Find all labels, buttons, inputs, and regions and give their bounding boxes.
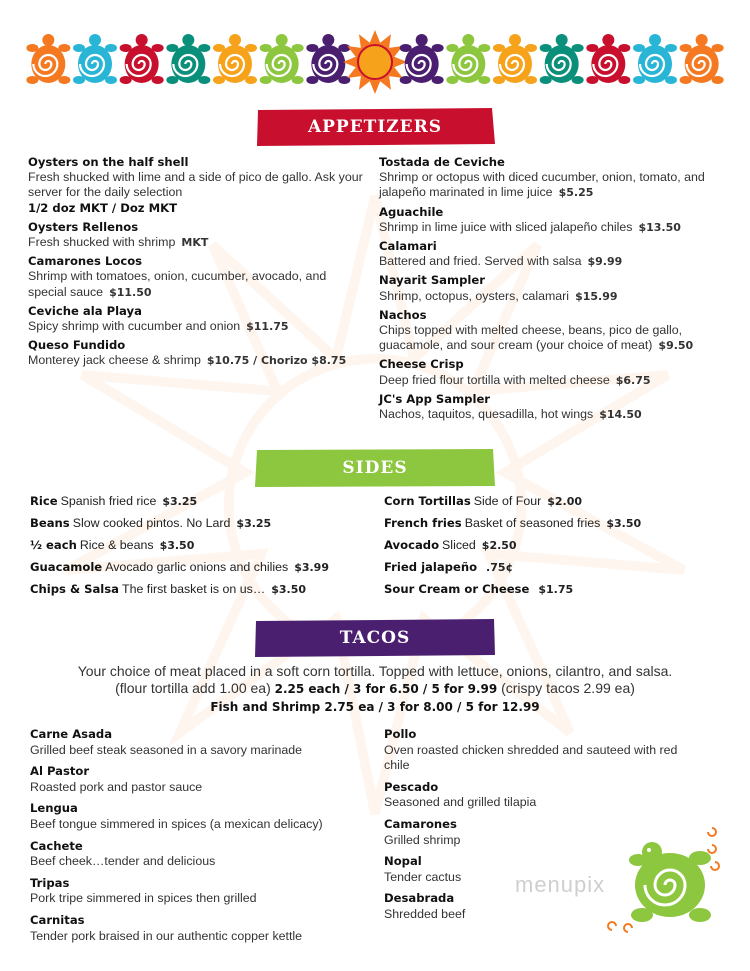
flour-note: (flour tortilla add 1.00 ea) bbox=[115, 680, 271, 696]
item-name: Cachete bbox=[30, 838, 83, 853]
item-desc: Shrimp in lime juice with sliced jalapeño chiles bbox=[379, 219, 633, 234]
item-name: Oysters on the half shell bbox=[28, 155, 189, 169]
item-price: $13.50 bbox=[638, 220, 681, 234]
menu-item bbox=[28, 220, 363, 250]
item-price: $2.50 bbox=[481, 539, 517, 552]
item-desc: Basket of seasoned fries bbox=[464, 516, 601, 530]
tribal-turtle-icon bbox=[306, 34, 350, 84]
item-name: Cheese Crisp bbox=[379, 357, 464, 372]
item-price: 1/2 doz MKT / Doz MKT bbox=[28, 200, 177, 215]
item-name: Nachos bbox=[379, 307, 427, 322]
item-price: $3.25 bbox=[236, 517, 272, 530]
item-name: Lengua bbox=[30, 801, 78, 816]
item-desc: The first basket is on us… bbox=[122, 582, 266, 596]
item-name: Pollo bbox=[384, 727, 417, 741]
item-price: MKT bbox=[181, 236, 209, 250]
item-price: $6.75 bbox=[615, 373, 651, 387]
tacos-title: TACOS bbox=[339, 628, 411, 648]
item-name: Oysters Rellenos bbox=[28, 219, 139, 234]
item-name: Queso Fundido bbox=[28, 338, 126, 353]
sides-right-column bbox=[384, 494, 724, 604]
sides-title: SIDES bbox=[342, 458, 408, 478]
side-item bbox=[384, 538, 724, 553]
taco-item bbox=[30, 913, 370, 944]
taco-item bbox=[30, 764, 370, 795]
tribal-turtle-sun-border-icon bbox=[25, 30, 725, 95]
item-name: Tostada de Ceviche bbox=[379, 155, 505, 169]
item-desc: Fresh shucked with shrimp bbox=[28, 235, 176, 250]
item-desc: Rice & beans bbox=[79, 538, 154, 552]
menu-item bbox=[379, 273, 724, 303]
appetizers-right-column bbox=[379, 155, 724, 426]
appetizers-title: APPETIZERS bbox=[307, 117, 443, 137]
taco-prices: 2.25 each / 3 for 6.50 / 5 for 9.99 bbox=[274, 682, 498, 696]
item-desc: Battered and fried. Served with salsa bbox=[379, 254, 582, 269]
item-name: Pescado bbox=[384, 779, 439, 794]
tribal-turtle-icon bbox=[166, 34, 210, 84]
item-desc: Shrimp, octopus, oysters, calamari bbox=[379, 288, 570, 303]
item-price: $11.50 bbox=[109, 285, 152, 299]
item-name: Camarones bbox=[384, 816, 457, 831]
tacos-left-column bbox=[30, 727, 370, 950]
tribal-turtle-icon bbox=[446, 34, 490, 84]
taco-item bbox=[30, 839, 370, 870]
item-price: $3.99 bbox=[294, 561, 329, 574]
item-name: ½ each bbox=[30, 538, 77, 552]
item-desc: Roasted pork and pastor sauce bbox=[30, 779, 203, 794]
tribal-turtle-icon bbox=[213, 34, 257, 84]
item-name: Chips & Salsa bbox=[30, 582, 119, 596]
item-name: Nayarit Sampler bbox=[379, 273, 485, 288]
side-item bbox=[384, 494, 724, 509]
side-item bbox=[30, 538, 370, 553]
item-price: .75¢ bbox=[486, 561, 514, 574]
appetizers-left-column bbox=[28, 155, 363, 373]
item-name: Camarones Locos bbox=[28, 254, 143, 269]
item-name: Avocado bbox=[384, 538, 440, 552]
tacos-banner bbox=[255, 619, 495, 657]
green-turtle-icon bbox=[600, 820, 725, 940]
side-item bbox=[384, 582, 724, 597]
item-desc: Side of Four bbox=[473, 494, 542, 508]
item-name: Al Pastor bbox=[30, 764, 90, 779]
item-desc: Tender cactus bbox=[384, 869, 462, 884]
item-desc: Slow cooked pintos. No Lard bbox=[72, 516, 231, 530]
tribal-turtle-icon bbox=[540, 34, 584, 84]
item-price: $14.50 bbox=[599, 408, 642, 422]
taco-item bbox=[30, 876, 370, 907]
taco-item bbox=[384, 780, 684, 811]
item-desc: Seasoned and grilled tilapia bbox=[384, 795, 537, 810]
item-desc: Chips topped with melted cheese, beans, pico de gallo, guacamole, and sour cream (your choice of meat) bbox=[379, 323, 683, 353]
menu-item bbox=[379, 392, 724, 422]
tacos-intro bbox=[30, 663, 720, 716]
item-price: $3.50 bbox=[159, 539, 195, 552]
item-name: French fries bbox=[384, 516, 462, 530]
item-desc: Shredded beef bbox=[384, 906, 466, 921]
item-desc: Grilled shrimp bbox=[384, 832, 461, 847]
item-price: $3.25 bbox=[162, 495, 198, 508]
taco-item bbox=[30, 801, 370, 832]
tribal-turtle-icon bbox=[260, 34, 304, 84]
item-name: Tripas bbox=[30, 875, 70, 890]
sun-face-icon bbox=[358, 45, 392, 79]
item-name: JC's App Sampler bbox=[379, 391, 491, 406]
side-item bbox=[30, 516, 370, 531]
item-desc: Nachos, taquitos, quesadilla, hot wings bbox=[379, 407, 594, 422]
item-desc: Spicy shrimp with cucumber and onion bbox=[28, 319, 241, 334]
tacos-intro-line1: Your choice of meat placed in a soft corn tortilla. Topped with lettuce, onions, cilantro, and salsa. bbox=[77, 663, 673, 679]
side-item bbox=[384, 560, 724, 575]
item-desc: Fresh shucked with lime and a side of pico de gallo. Ask your server for the daily selection bbox=[28, 170, 363, 200]
item-price: $15.99 bbox=[575, 289, 618, 303]
menu-item bbox=[379, 239, 724, 269]
sides-left-column bbox=[30, 494, 370, 604]
tribal-turtle-icon bbox=[586, 34, 630, 84]
item-name: Rice bbox=[30, 494, 58, 508]
tribal-turtle-icon bbox=[26, 34, 70, 84]
item-price: $10.75 / Chorizo $8.75 bbox=[206, 354, 347, 368]
side-item bbox=[30, 560, 370, 575]
item-name: Beans bbox=[30, 516, 70, 530]
crispy-note: (crispy tacos 2.99 ea) bbox=[501, 680, 635, 696]
side-item bbox=[30, 494, 370, 509]
item-desc: Monterey jack cheese & shrimp bbox=[28, 353, 201, 368]
item-name: Fried jalapeño bbox=[384, 560, 478, 574]
item-price: $9.50 bbox=[658, 339, 694, 353]
tribal-turtle-icon bbox=[120, 34, 164, 84]
item-desc: Beef tongue simmered in spices (a mexican delicacy) bbox=[30, 816, 323, 831]
item-name: Sour Cream or Cheese bbox=[384, 582, 530, 596]
item-desc: Pork tripe simmered in spices then grilled bbox=[30, 891, 257, 906]
menu-item bbox=[379, 205, 724, 235]
item-name: Guacamole bbox=[30, 560, 103, 574]
item-name: Calamari bbox=[379, 239, 437, 254]
menu-item bbox=[28, 338, 363, 368]
item-desc: Avocado garlic onions and chilies bbox=[105, 560, 289, 574]
menu-item bbox=[28, 155, 363, 216]
appetizers-banner bbox=[255, 108, 495, 146]
item-name: Nopal bbox=[384, 854, 422, 869]
item-name: Aguachile bbox=[379, 204, 444, 219]
menu-item bbox=[28, 254, 363, 300]
menu-item bbox=[379, 155, 724, 201]
tribal-turtle-icon bbox=[493, 34, 537, 84]
fish-shrimp-prices: Fish and Shrimp 2.75 ea / 3 for 8.00 / 5 for 12.99 bbox=[210, 700, 540, 714]
item-name: Corn Tortillas bbox=[384, 494, 471, 508]
item-name: Carne Asada bbox=[30, 727, 113, 741]
menu-item bbox=[379, 357, 724, 387]
tribal-turtle-icon bbox=[680, 34, 724, 84]
item-desc: Tender pork braised in our authentic copper kettle bbox=[30, 928, 303, 943]
item-name: Carnitas bbox=[30, 912, 85, 927]
item-price: $11.75 bbox=[246, 320, 289, 334]
item-price: $1.75 bbox=[538, 583, 574, 596]
tribal-turtle-icon bbox=[73, 34, 117, 84]
sides-banner bbox=[255, 449, 495, 487]
item-desc: Shrimp or octopus with diced cucumber, onion, tomato, and jalapeño marinated in lime juice bbox=[379, 170, 705, 200]
item-desc: Oven roasted chicken shredded and sauteed with red chile bbox=[384, 742, 678, 773]
item-desc: Spanish fried rice bbox=[60, 494, 157, 508]
item-desc: Deep fried flour tortilla with melted cheese bbox=[379, 372, 610, 387]
item-price: $9.99 bbox=[587, 255, 623, 269]
item-name: Ceviche ala Playa bbox=[28, 303, 142, 318]
item-desc: Shrimp with tomatoes, onion, cucumber, avocado, and special sauce bbox=[28, 269, 327, 299]
side-item bbox=[384, 516, 724, 531]
item-desc: Grilled beef steak seasoned in a savory marinade bbox=[30, 742, 303, 757]
taco-item bbox=[384, 727, 684, 774]
menu-item bbox=[379, 308, 724, 354]
menupix-watermark: menupix bbox=[515, 872, 606, 897]
item-desc: Sliced bbox=[442, 538, 476, 552]
item-price: $2.00 bbox=[547, 495, 583, 508]
item-price: $3.50 bbox=[271, 583, 307, 596]
menu-item bbox=[28, 304, 363, 334]
item-price: $5.25 bbox=[558, 186, 594, 200]
item-desc: Beef cheek…tender and delicious bbox=[30, 854, 216, 869]
tribal-turtle-icon bbox=[400, 34, 444, 84]
tacos-intro-line2 bbox=[30, 680, 720, 698]
side-item bbox=[30, 582, 370, 597]
item-name: Desabrada bbox=[384, 891, 455, 906]
taco-item bbox=[30, 727, 370, 758]
item-price: $3.50 bbox=[606, 517, 642, 530]
tribal-turtle-icon bbox=[633, 34, 677, 84]
